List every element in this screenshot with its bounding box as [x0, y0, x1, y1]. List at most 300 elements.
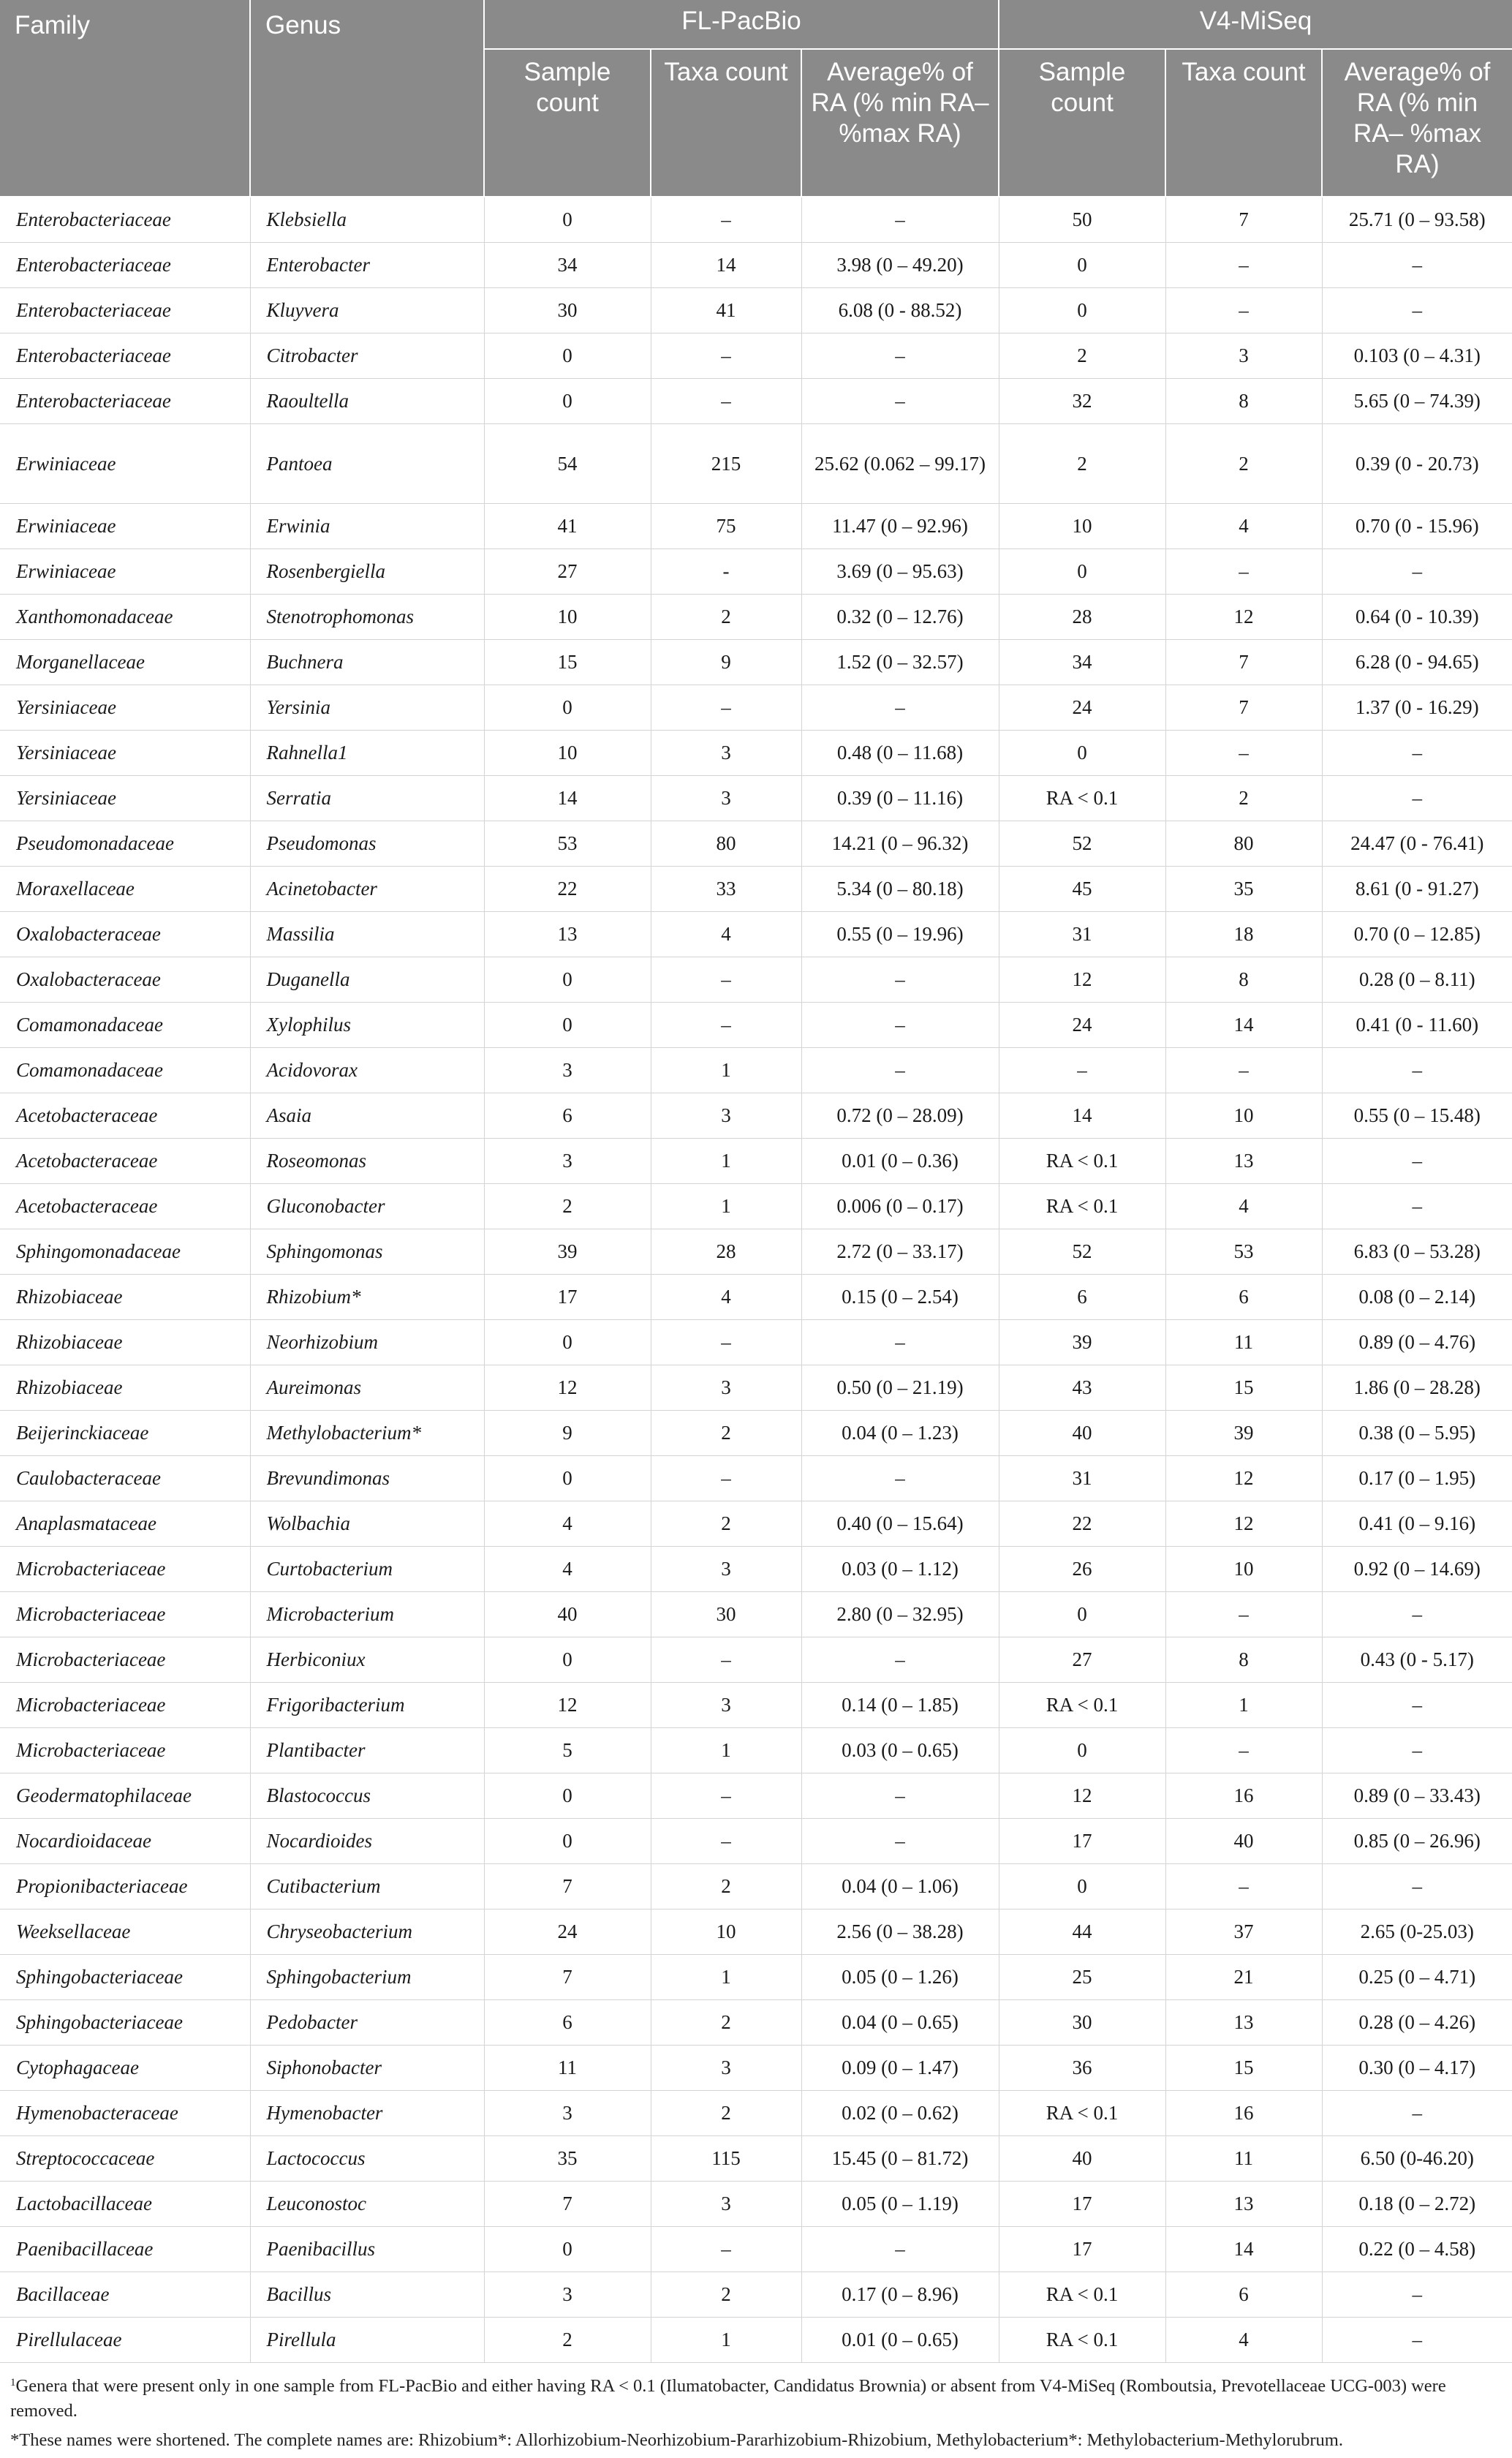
cell-fl-average-ra: –	[801, 379, 999, 424]
cell-family: Hymenobacteraceae	[0, 2091, 250, 2136]
table-row	[0, 912, 1512, 957]
cell-fl-average-ra: 25.62 (0.062 – 99.17)	[801, 424, 999, 504]
cell-fl-sample-count: 0	[484, 379, 651, 424]
cell-v4-sample-count: 43	[999, 1365, 1165, 1411]
cell-family: Microbacteriaceae	[0, 1637, 250, 1683]
cell-v4-taxa-count: 35	[1165, 867, 1322, 912]
cell-v4-average-ra: 0.18 (0 – 2.72)	[1322, 2182, 1512, 2227]
cell-family: Xanthomonadaceae	[0, 595, 250, 640]
cell-fl-average-ra: 0.15 (0 – 2.54)	[801, 1275, 999, 1320]
cell-v4-average-ra: –	[1322, 1864, 1512, 1910]
cell-genus: Pirellula	[250, 2318, 484, 2363]
header-row-groups	[0, 0, 1512, 49]
cell-family: Rhizobiaceae	[0, 1275, 250, 1320]
cell-genus: Lactococcus	[250, 2136, 484, 2182]
table-row	[0, 1275, 1512, 1320]
cell-fl-taxa-count: –	[651, 197, 801, 243]
cell-v4-average-ra: –	[1322, 1592, 1512, 1637]
table-row	[0, 1411, 1512, 1456]
cell-v4-sample-count: 31	[999, 912, 1165, 957]
cell-v4-sample-count: 6	[999, 1275, 1165, 1320]
cell-genus: Asaia	[250, 1093, 484, 1139]
table-row	[0, 549, 1512, 595]
cell-v4-sample-count: 12	[999, 957, 1165, 1003]
cell-fl-taxa-count: 14	[651, 243, 801, 288]
cell-family: Streptococcaceae	[0, 2136, 250, 2182]
table-header	[0, 0, 1512, 197]
table-row	[0, 1683, 1512, 1728]
header-v4-taxa-count: Taxa count	[1165, 49, 1322, 197]
header-v4-average-ra: Average% of RA (% min RA– %max RA)	[1322, 49, 1512, 197]
cell-fl-average-ra: 0.32 (0 – 12.76)	[801, 595, 999, 640]
cell-v4-taxa-count: 16	[1165, 2091, 1322, 2136]
cell-v4-taxa-count: 14	[1165, 1003, 1322, 1048]
table-row	[0, 333, 1512, 379]
cell-fl-sample-count: 0	[484, 957, 651, 1003]
cell-v4-average-ra: 0.39 (0 - 20.73)	[1322, 424, 1512, 504]
cell-fl-sample-count: 41	[484, 504, 651, 549]
cell-fl-taxa-count: –	[651, 1819, 801, 1864]
table-row	[0, 1093, 1512, 1139]
cell-fl-average-ra: 2.56 (0 – 38.28)	[801, 1910, 999, 1955]
cell-v4-taxa-count: 13	[1165, 1139, 1322, 1184]
cell-genus: Blastococcus	[250, 1773, 484, 1819]
header-family: Family	[0, 0, 250, 197]
cell-v4-average-ra: 0.89 (0 – 4.76)	[1322, 1320, 1512, 1365]
cell-v4-taxa-count: 1	[1165, 1683, 1322, 1728]
cell-v4-taxa-count: –	[1165, 243, 1322, 288]
header-group-fl-pacbio: FL-PacBio	[484, 0, 999, 49]
cell-fl-taxa-count: 2	[651, 2272, 801, 2318]
cell-fl-sample-count: 15	[484, 640, 651, 685]
cell-fl-sample-count: 3	[484, 1139, 651, 1184]
header-fl-average-ra: Average% of RA (% min RA– %max RA)	[801, 49, 999, 197]
cell-fl-sample-count: 35	[484, 2136, 651, 2182]
cell-fl-sample-count: 0	[484, 333, 651, 379]
cell-v4-average-ra: 0.85 (0 – 26.96)	[1322, 1819, 1512, 1864]
cell-v4-average-ra: 0.22 (0 – 4.58)	[1322, 2227, 1512, 2272]
cell-genus: Hymenobacter	[250, 2091, 484, 2136]
cell-fl-sample-count: 39	[484, 1229, 651, 1275]
table-row	[0, 1184, 1512, 1229]
cell-fl-taxa-count: –	[651, 1773, 801, 1819]
cell-genus: Duganella	[250, 957, 484, 1003]
cell-v4-average-ra: –	[1322, 776, 1512, 821]
cell-fl-average-ra: 0.04 (0 – 1.23)	[801, 1411, 999, 1456]
cell-v4-average-ra: 0.92 (0 – 14.69)	[1322, 1547, 1512, 1592]
cell-v4-sample-count: 0	[999, 549, 1165, 595]
cell-genus: Stenotrophomonas	[250, 595, 484, 640]
cell-v4-average-ra: 2.65 (0-25.03)	[1322, 1910, 1512, 1955]
cell-genus: Chryseobacterium	[250, 1910, 484, 1955]
cell-v4-average-ra: 0.70 (0 - 15.96)	[1322, 504, 1512, 549]
cell-v4-sample-count: RA < 0.1	[999, 1139, 1165, 1184]
cell-fl-taxa-count: 3	[651, 1547, 801, 1592]
cell-v4-average-ra: 6.28 (0 - 94.65)	[1322, 640, 1512, 685]
cell-genus: Brevundimonas	[250, 1456, 484, 1501]
cell-genus: Kluyvera	[250, 288, 484, 333]
header-fl-sample-count: Sample count	[484, 49, 651, 197]
cell-fl-average-ra: –	[801, 1637, 999, 1683]
cell-fl-sample-count: 0	[484, 1003, 651, 1048]
cell-fl-taxa-count: 2	[651, 2091, 801, 2136]
cell-fl-average-ra: –	[801, 1048, 999, 1093]
cell-family: Microbacteriaceae	[0, 1547, 250, 1592]
table-row	[0, 2000, 1512, 2046]
cell-fl-sample-count: 17	[484, 1275, 651, 1320]
cell-fl-taxa-count: –	[651, 957, 801, 1003]
cell-fl-average-ra: 0.05 (0 – 1.19)	[801, 2182, 999, 2227]
cell-genus: Paenibacillus	[250, 2227, 484, 2272]
cell-genus: Pantoea	[250, 424, 484, 504]
cell-v4-average-ra: 8.61 (0 - 91.27)	[1322, 867, 1512, 912]
cell-v4-sample-count: 52	[999, 821, 1165, 867]
cell-v4-taxa-count: 15	[1165, 2046, 1322, 2091]
cell-fl-average-ra: 0.40 (0 – 15.64)	[801, 1501, 999, 1547]
cell-v4-sample-count: 27	[999, 1637, 1165, 1683]
table-row	[0, 1501, 1512, 1547]
cell-fl-average-ra: –	[801, 197, 999, 243]
cell-fl-sample-count: 4	[484, 1501, 651, 1547]
cell-v4-average-ra: 5.65 (0 – 74.39)	[1322, 379, 1512, 424]
table-row	[0, 640, 1512, 685]
cell-fl-sample-count: 6	[484, 1093, 651, 1139]
cell-fl-taxa-count: 33	[651, 867, 801, 912]
cell-family: Morganellaceae	[0, 640, 250, 685]
cell-v4-sample-count: RA < 0.1	[999, 2318, 1165, 2363]
cell-fl-sample-count: 11	[484, 2046, 651, 2091]
cell-family: Oxalobacteraceae	[0, 957, 250, 1003]
cell-v4-sample-count: 28	[999, 595, 1165, 640]
table-row	[0, 1910, 1512, 1955]
cell-v4-taxa-count: 6	[1165, 2272, 1322, 2318]
cell-fl-sample-count: 0	[484, 1773, 651, 1819]
cell-v4-average-ra: 0.103 (0 – 4.31)	[1322, 333, 1512, 379]
cell-fl-taxa-count: 2	[651, 1501, 801, 1547]
table-row	[0, 1637, 1512, 1683]
cell-fl-average-ra: 0.72 (0 – 28.09)	[801, 1093, 999, 1139]
table-row	[0, 2318, 1512, 2363]
cell-fl-taxa-count: 1	[651, 1139, 801, 1184]
cell-fl-sample-count: 14	[484, 776, 651, 821]
cell-family: Erwiniaceae	[0, 424, 250, 504]
cell-v4-sample-count: 22	[999, 1501, 1165, 1547]
cell-fl-sample-count: 0	[484, 1819, 651, 1864]
cell-v4-average-ra: 0.28 (0 – 4.26)	[1322, 2000, 1512, 2046]
cell-v4-average-ra: 0.41 (0 - 11.60)	[1322, 1003, 1512, 1048]
cell-family: Microbacteriaceae	[0, 1728, 250, 1773]
cell-v4-average-ra: 24.47 (0 - 76.41)	[1322, 821, 1512, 867]
table-row	[0, 2136, 1512, 2182]
cell-fl-taxa-count: -	[651, 549, 801, 595]
cell-v4-sample-count: 50	[999, 197, 1165, 243]
cell-fl-taxa-count: 30	[651, 1592, 801, 1637]
cell-v4-taxa-count: 13	[1165, 2182, 1322, 2227]
cell-fl-taxa-count: 3	[651, 731, 801, 776]
cell-v4-sample-count: 17	[999, 2227, 1165, 2272]
table-row	[0, 1547, 1512, 1592]
table-row	[0, 1728, 1512, 1773]
cell-v4-taxa-count: 4	[1165, 2318, 1322, 2363]
table-body	[0, 197, 1512, 2363]
cell-fl-average-ra: 0.01 (0 – 0.36)	[801, 1139, 999, 1184]
cell-v4-taxa-count: 3	[1165, 333, 1322, 379]
cell-family: Sphingobacteriaceae	[0, 1955, 250, 2000]
cell-family: Comamonadaceae	[0, 1003, 250, 1048]
cell-v4-sample-count: 2	[999, 333, 1165, 379]
cell-fl-sample-count: 24	[484, 1910, 651, 1955]
cell-v4-average-ra: 1.86 (0 – 28.28)	[1322, 1365, 1512, 1411]
cell-fl-sample-count: 0	[484, 197, 651, 243]
cell-fl-sample-count: 12	[484, 1365, 651, 1411]
cell-v4-average-ra: 6.50 (0-46.20)	[1322, 2136, 1512, 2182]
cell-fl-average-ra: 0.48 (0 – 11.68)	[801, 731, 999, 776]
cell-v4-taxa-count: 8	[1165, 957, 1322, 1003]
table-row	[0, 776, 1512, 821]
cell-fl-taxa-count: –	[651, 1320, 801, 1365]
cell-family: Yersiniaceae	[0, 685, 250, 731]
cell-fl-sample-count: 0	[484, 1320, 651, 1365]
table-row	[0, 1819, 1512, 1864]
cell-genus: Pedobacter	[250, 2000, 484, 2046]
cell-v4-sample-count: 17	[999, 1819, 1165, 1864]
cell-genus: Erwinia	[250, 504, 484, 549]
cell-fl-average-ra: 0.01 (0 – 0.65)	[801, 2318, 999, 2363]
cell-fl-average-ra: 0.006 (0 – 0.17)	[801, 1184, 999, 1229]
cell-v4-sample-count: 2	[999, 424, 1165, 504]
cell-genus: Acinetobacter	[250, 867, 484, 912]
header-group-v4-miseq: V4-MiSeq	[999, 0, 1512, 49]
table-row	[0, 379, 1512, 424]
cell-family: Enterobacteriaceae	[0, 243, 250, 288]
cell-v4-taxa-count: –	[1165, 1728, 1322, 1773]
cell-genus: Aureimonas	[250, 1365, 484, 1411]
cell-family: Enterobacteriaceae	[0, 379, 250, 424]
cell-genus: Buchnera	[250, 640, 484, 685]
cell-v4-taxa-count: 39	[1165, 1411, 1322, 1456]
cell-fl-average-ra: 0.09 (0 – 1.47)	[801, 2046, 999, 2091]
table-row	[0, 1320, 1512, 1365]
table-row	[0, 595, 1512, 640]
cell-fl-sample-count: 7	[484, 1864, 651, 1910]
cell-fl-sample-count: 4	[484, 1547, 651, 1592]
cell-family: Yersiniaceae	[0, 776, 250, 821]
cell-v4-sample-count: 0	[999, 243, 1165, 288]
cell-v4-sample-count: RA < 0.1	[999, 2091, 1165, 2136]
cell-genus: Enterobacter	[250, 243, 484, 288]
cell-v4-taxa-count: 8	[1165, 379, 1322, 424]
cell-v4-taxa-count: 53	[1165, 1229, 1322, 1275]
cell-v4-average-ra: –	[1322, 2318, 1512, 2363]
cell-family: Microbacteriaceae	[0, 1683, 250, 1728]
cell-fl-average-ra: 3.98 (0 – 49.20)	[801, 243, 999, 288]
cell-fl-average-ra: 0.55 (0 – 19.96)	[801, 912, 999, 957]
cell-v4-average-ra: –	[1322, 1139, 1512, 1184]
table-row	[0, 2091, 1512, 2136]
cell-v4-sample-count: 25	[999, 1955, 1165, 2000]
cell-genus: Rosenbergiella	[250, 549, 484, 595]
cell-fl-taxa-count: 3	[651, 2182, 801, 2227]
cell-fl-sample-count: 10	[484, 595, 651, 640]
cell-v4-average-ra: 0.38 (0 – 5.95)	[1322, 1411, 1512, 1456]
cell-fl-taxa-count: 2	[651, 595, 801, 640]
table-row	[0, 243, 1512, 288]
cell-fl-taxa-count: 115	[651, 2136, 801, 2182]
cell-v4-average-ra: –	[1322, 549, 1512, 595]
cell-v4-taxa-count: 2	[1165, 776, 1322, 821]
cell-fl-average-ra: 0.03 (0 – 0.65)	[801, 1728, 999, 1773]
cell-v4-sample-count: 34	[999, 640, 1165, 685]
cell-v4-sample-count: 32	[999, 379, 1165, 424]
cell-fl-taxa-count: 1	[651, 1728, 801, 1773]
cell-fl-taxa-count: 1	[651, 1048, 801, 1093]
cell-genus: Cutibacterium	[250, 1864, 484, 1910]
cell-fl-sample-count: 0	[484, 2227, 651, 2272]
cell-fl-average-ra: 0.50 (0 – 21.19)	[801, 1365, 999, 1411]
cell-family: Bacillaceae	[0, 2272, 250, 2318]
cell-genus: Gluconobacter	[250, 1184, 484, 1229]
cell-fl-sample-count: 2	[484, 2318, 651, 2363]
cell-v4-average-ra: –	[1322, 2272, 1512, 2318]
table-row	[0, 1864, 1512, 1910]
table-row	[0, 867, 1512, 912]
cell-v4-taxa-count: 37	[1165, 1910, 1322, 1955]
cell-genus: Raoultella	[250, 379, 484, 424]
cell-fl-average-ra: 0.39 (0 – 11.16)	[801, 776, 999, 821]
cell-v4-taxa-count: 7	[1165, 197, 1322, 243]
cell-family: Moraxellaceae	[0, 867, 250, 912]
cell-v4-sample-count: 0	[999, 1592, 1165, 1637]
cell-genus: Acidovorax	[250, 1048, 484, 1093]
cell-v4-average-ra: 0.41 (0 – 9.16)	[1322, 1501, 1512, 1547]
cell-v4-average-ra: 0.17 (0 – 1.95)	[1322, 1456, 1512, 1501]
table-row	[0, 1592, 1512, 1637]
cell-v4-sample-count: 12	[999, 1773, 1165, 1819]
cell-fl-sample-count: 6	[484, 2000, 651, 2046]
cell-v4-average-ra: 0.25 (0 – 4.71)	[1322, 1955, 1512, 2000]
cell-fl-sample-count: 27	[484, 549, 651, 595]
cell-family: Geodermatophilaceae	[0, 1773, 250, 1819]
footnote-1	[10, 2370, 1502, 2424]
cell-genus: Roseomonas	[250, 1139, 484, 1184]
cell-fl-taxa-count: 4	[651, 1275, 801, 1320]
table-footnotes	[0, 2363, 1512, 2453]
cell-fl-taxa-count: 1	[651, 2318, 801, 2363]
cell-fl-sample-count: 54	[484, 424, 651, 504]
cell-fl-sample-count: 0	[484, 1637, 651, 1683]
cell-genus: Sphingobacterium	[250, 1955, 484, 2000]
cell-fl-taxa-count: –	[651, 379, 801, 424]
cell-fl-sample-count: 9	[484, 1411, 651, 1456]
cell-fl-taxa-count: 1	[651, 1184, 801, 1229]
cell-genus: Klebsiella	[250, 197, 484, 243]
cell-v4-taxa-count: –	[1165, 549, 1322, 595]
cell-v4-average-ra: 0.55 (0 – 15.48)	[1322, 1093, 1512, 1139]
cell-fl-taxa-count: 4	[651, 912, 801, 957]
table-row	[0, 1003, 1512, 1048]
cell-family: Propionibacteriaceae	[0, 1864, 250, 1910]
cell-v4-sample-count: 40	[999, 2136, 1165, 2182]
cell-fl-average-ra: –	[801, 685, 999, 731]
cell-family: Beijerinckiaceae	[0, 1411, 250, 1456]
cell-family: Enterobacteriaceae	[0, 333, 250, 379]
cell-v4-sample-count: 10	[999, 504, 1165, 549]
cell-v4-average-ra: –	[1322, 1184, 1512, 1229]
cell-fl-sample-count: 12	[484, 1683, 651, 1728]
cell-genus: Pseudomonas	[250, 821, 484, 867]
cell-fl-taxa-count: 3	[651, 776, 801, 821]
cell-fl-average-ra: 6.08 (0 - 88.52)	[801, 288, 999, 333]
cell-family: Enterobacteriaceae	[0, 288, 250, 333]
cell-family: Cytophagaceae	[0, 2046, 250, 2091]
table-row	[0, 1955, 1512, 2000]
table-row	[0, 1048, 1512, 1093]
cell-v4-sample-count: 40	[999, 1411, 1165, 1456]
cell-v4-average-ra: –	[1322, 288, 1512, 333]
cell-fl-sample-count: 22	[484, 867, 651, 912]
cell-v4-sample-count: RA < 0.1	[999, 1184, 1165, 1229]
table-row	[0, 1139, 1512, 1184]
cell-v4-sample-count: 0	[999, 1864, 1165, 1910]
cell-family: Sphingomonadaceae	[0, 1229, 250, 1275]
cell-fl-taxa-count: 28	[651, 1229, 801, 1275]
cell-family: Rhizobiaceae	[0, 1320, 250, 1365]
cell-family: Sphingobacteriaceae	[0, 2000, 250, 2046]
cell-fl-taxa-count: –	[651, 333, 801, 379]
cell-v4-taxa-count: 12	[1165, 1456, 1322, 1501]
cell-fl-taxa-count: 10	[651, 1910, 801, 1955]
cell-fl-average-ra: 1.52 (0 – 32.57)	[801, 640, 999, 685]
cell-v4-sample-count: 0	[999, 1728, 1165, 1773]
cell-v4-sample-count: 24	[999, 1003, 1165, 1048]
cell-fl-taxa-count: 2	[651, 2000, 801, 2046]
cell-v4-taxa-count: 4	[1165, 504, 1322, 549]
cell-genus: Curtobacterium	[250, 1547, 484, 1592]
cell-v4-taxa-count: 18	[1165, 912, 1322, 957]
cell-family: Nocardioidaceae	[0, 1819, 250, 1864]
cell-genus: Siphonobacter	[250, 2046, 484, 2091]
table-row	[0, 957, 1512, 1003]
cell-family: Comamonadaceae	[0, 1048, 250, 1093]
cell-fl-average-ra: 0.04 (0 – 0.65)	[801, 2000, 999, 2046]
cell-v4-sample-count: –	[999, 1048, 1165, 1093]
cell-family: Yersiniaceae	[0, 731, 250, 776]
cell-family: Microbacteriaceae	[0, 1592, 250, 1637]
cell-genus: Bacillus	[250, 2272, 484, 2318]
cell-family: Anaplasmataceae	[0, 1501, 250, 1547]
cell-genus: Rahnella1	[250, 731, 484, 776]
cell-fl-sample-count: 5	[484, 1728, 651, 1773]
table-row	[0, 1456, 1512, 1501]
cell-fl-sample-count: 3	[484, 1048, 651, 1093]
table-row	[0, 288, 1512, 333]
cell-v4-average-ra: –	[1322, 731, 1512, 776]
cell-fl-sample-count: 7	[484, 2182, 651, 2227]
cell-v4-taxa-count: 12	[1165, 1501, 1322, 1547]
cell-v4-taxa-count: 11	[1165, 2136, 1322, 2182]
cell-v4-average-ra: 6.83 (0 – 53.28)	[1322, 1229, 1512, 1275]
cell-v4-sample-count: 26	[999, 1547, 1165, 1592]
cell-v4-average-ra: 0.28 (0 – 8.11)	[1322, 957, 1512, 1003]
table-row	[0, 821, 1512, 867]
cell-genus: Rhizobium*	[250, 1275, 484, 1320]
cell-v4-taxa-count: 80	[1165, 821, 1322, 867]
footnote-1-text: Genera that were present only in one sample from FL-PacBio and either having RA < 0.1 (Ilumatobacter, Candidatus Brownia) or absent from V4-MiSeq (Romboutsia, Prevotellaceae UCG-003) were removed.	[10, 2376, 1446, 2421]
cell-genus: Citrobacter	[250, 333, 484, 379]
cell-fl-taxa-count: 3	[651, 1683, 801, 1728]
cell-v4-average-ra: 1.37 (0 - 16.29)	[1322, 685, 1512, 731]
cell-family: Pseudomonadaceae	[0, 821, 250, 867]
